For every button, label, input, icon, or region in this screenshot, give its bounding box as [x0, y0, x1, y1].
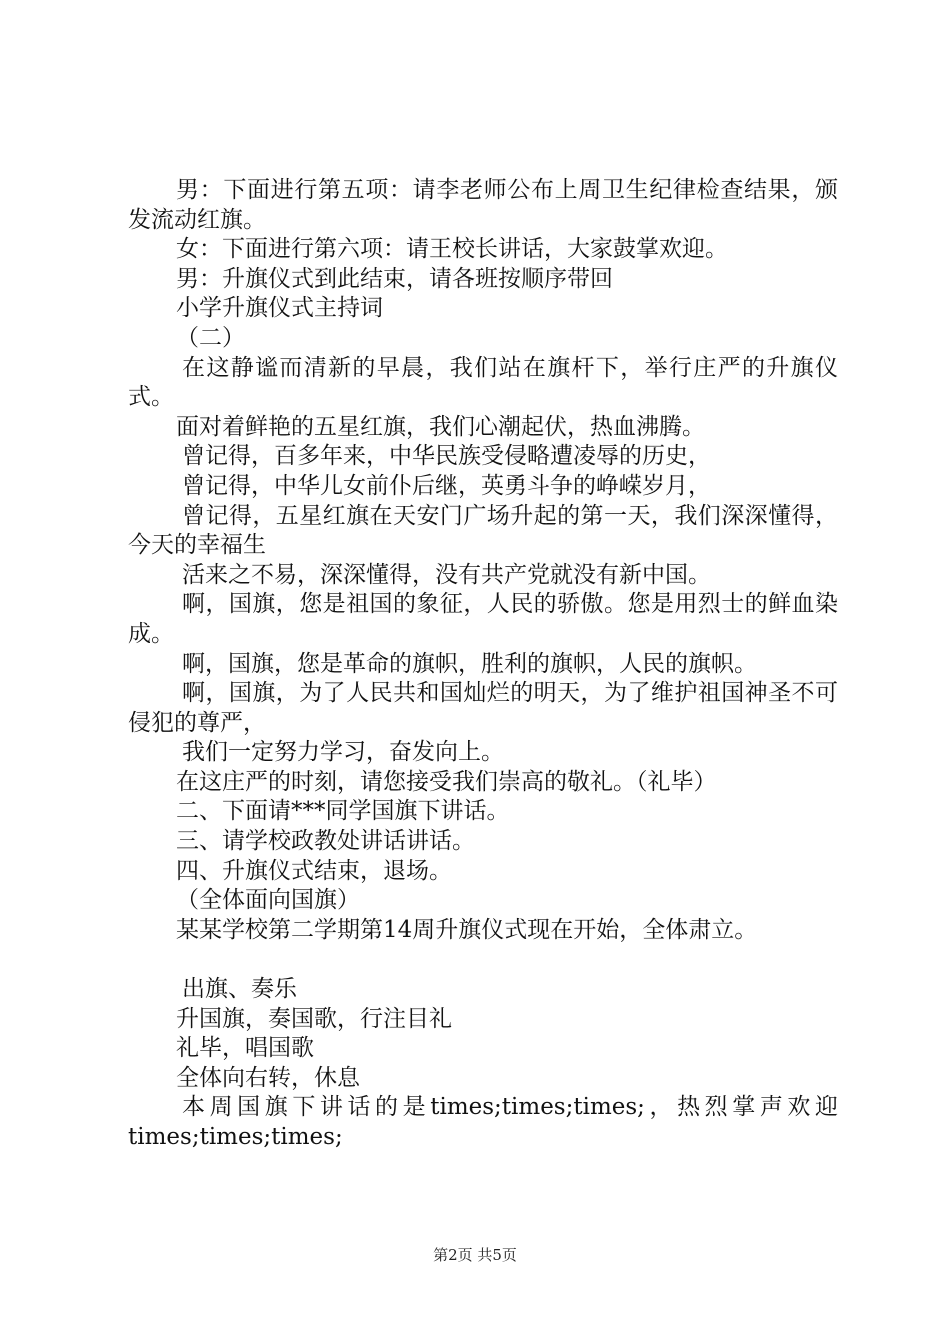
paragraph: 本周国旗下讲话的是times;times;times;，热烈掌声欢迎times;times;times;	[128, 1094, 838, 1150]
paragraph: 曾记得，中华儿女前仆后继，英勇斗争的峥嵘岁月，	[182, 472, 711, 499]
paragraph: 二、下面请***同学国旗下讲话。	[176, 798, 510, 825]
paragraph: 啊，国旗，为了人民共和国灿烂的明天，为了维护祖国神圣不可侵犯的尊严，	[128, 680, 838, 736]
paragraph: 某某学校第二学期第14周升旗仪式现在开始，全体肃立。	[176, 916, 758, 943]
paragraph: 升国旗，奏国歌，行注目礼	[176, 1005, 452, 1032]
document-body	[128, 176, 838, 1153]
paragraph: 礼毕，唱国歌	[176, 1035, 314, 1062]
paragraph: 三、请学校政教处讲话讲话。	[176, 828, 475, 855]
paragraph: 女：下面进行第六项：请王校长讲话，大家鼓掌欢迎。	[176, 236, 728, 263]
paragraph: 出旗、奏乐	[182, 976, 297, 1003]
paragraph: 在这静谧而清新的早晨，我们站在旗杆下，举行庄严的升旗仪式。	[128, 354, 838, 411]
paragraph: 曾记得，百多年来，中华民族受侵略遭凌辱的历史，	[182, 443, 711, 470]
paragraph: 男：升旗仪式到此结束，请各班按顺序带回	[176, 265, 613, 292]
paragraph: 面对着鲜艳的五星红旗，我们心潮起伏，热血沸腾。	[176, 413, 705, 440]
paragraph: 在这庄严的时刻，请您接受我们崇高的敬礼。（礼毕）	[176, 768, 717, 795]
paragraph: （全体面向国旗）	[176, 887, 360, 914]
page-number-footer: 第2页 共5页	[433, 1246, 517, 1264]
paragraph: 小学升旗仪式主持词	[176, 295, 383, 322]
paragraph: 活来之不易，深深懂得，没有共产党就没有新中国。	[182, 561, 711, 588]
paragraph: 全体向右转，休息	[176, 1064, 360, 1091]
paragraph: 啊，国旗，您是祖国的象征，人民的骄傲。您是用烈士的鲜血染成。	[128, 591, 838, 647]
paragraph: 我们一定努力学习，奋发向上。	[182, 739, 504, 766]
paragraph: （二）	[176, 324, 245, 351]
paragraph: 四、升旗仪式结束，退场。	[176, 857, 452, 884]
paragraph: 啊，国旗，您是革命的旗帜，胜利的旗帜，人民的旗帜。	[182, 650, 757, 677]
blank-line	[128, 945, 838, 975]
paragraph: 曾记得，五星红旗在天安门广场升起的第一天，我们深深懂得，今天的幸福生	[128, 502, 838, 559]
paragraph: 男：下面进行第五项：请李老师公布上周卫生纪律检查结果，颁发流动红旗。	[128, 177, 838, 233]
